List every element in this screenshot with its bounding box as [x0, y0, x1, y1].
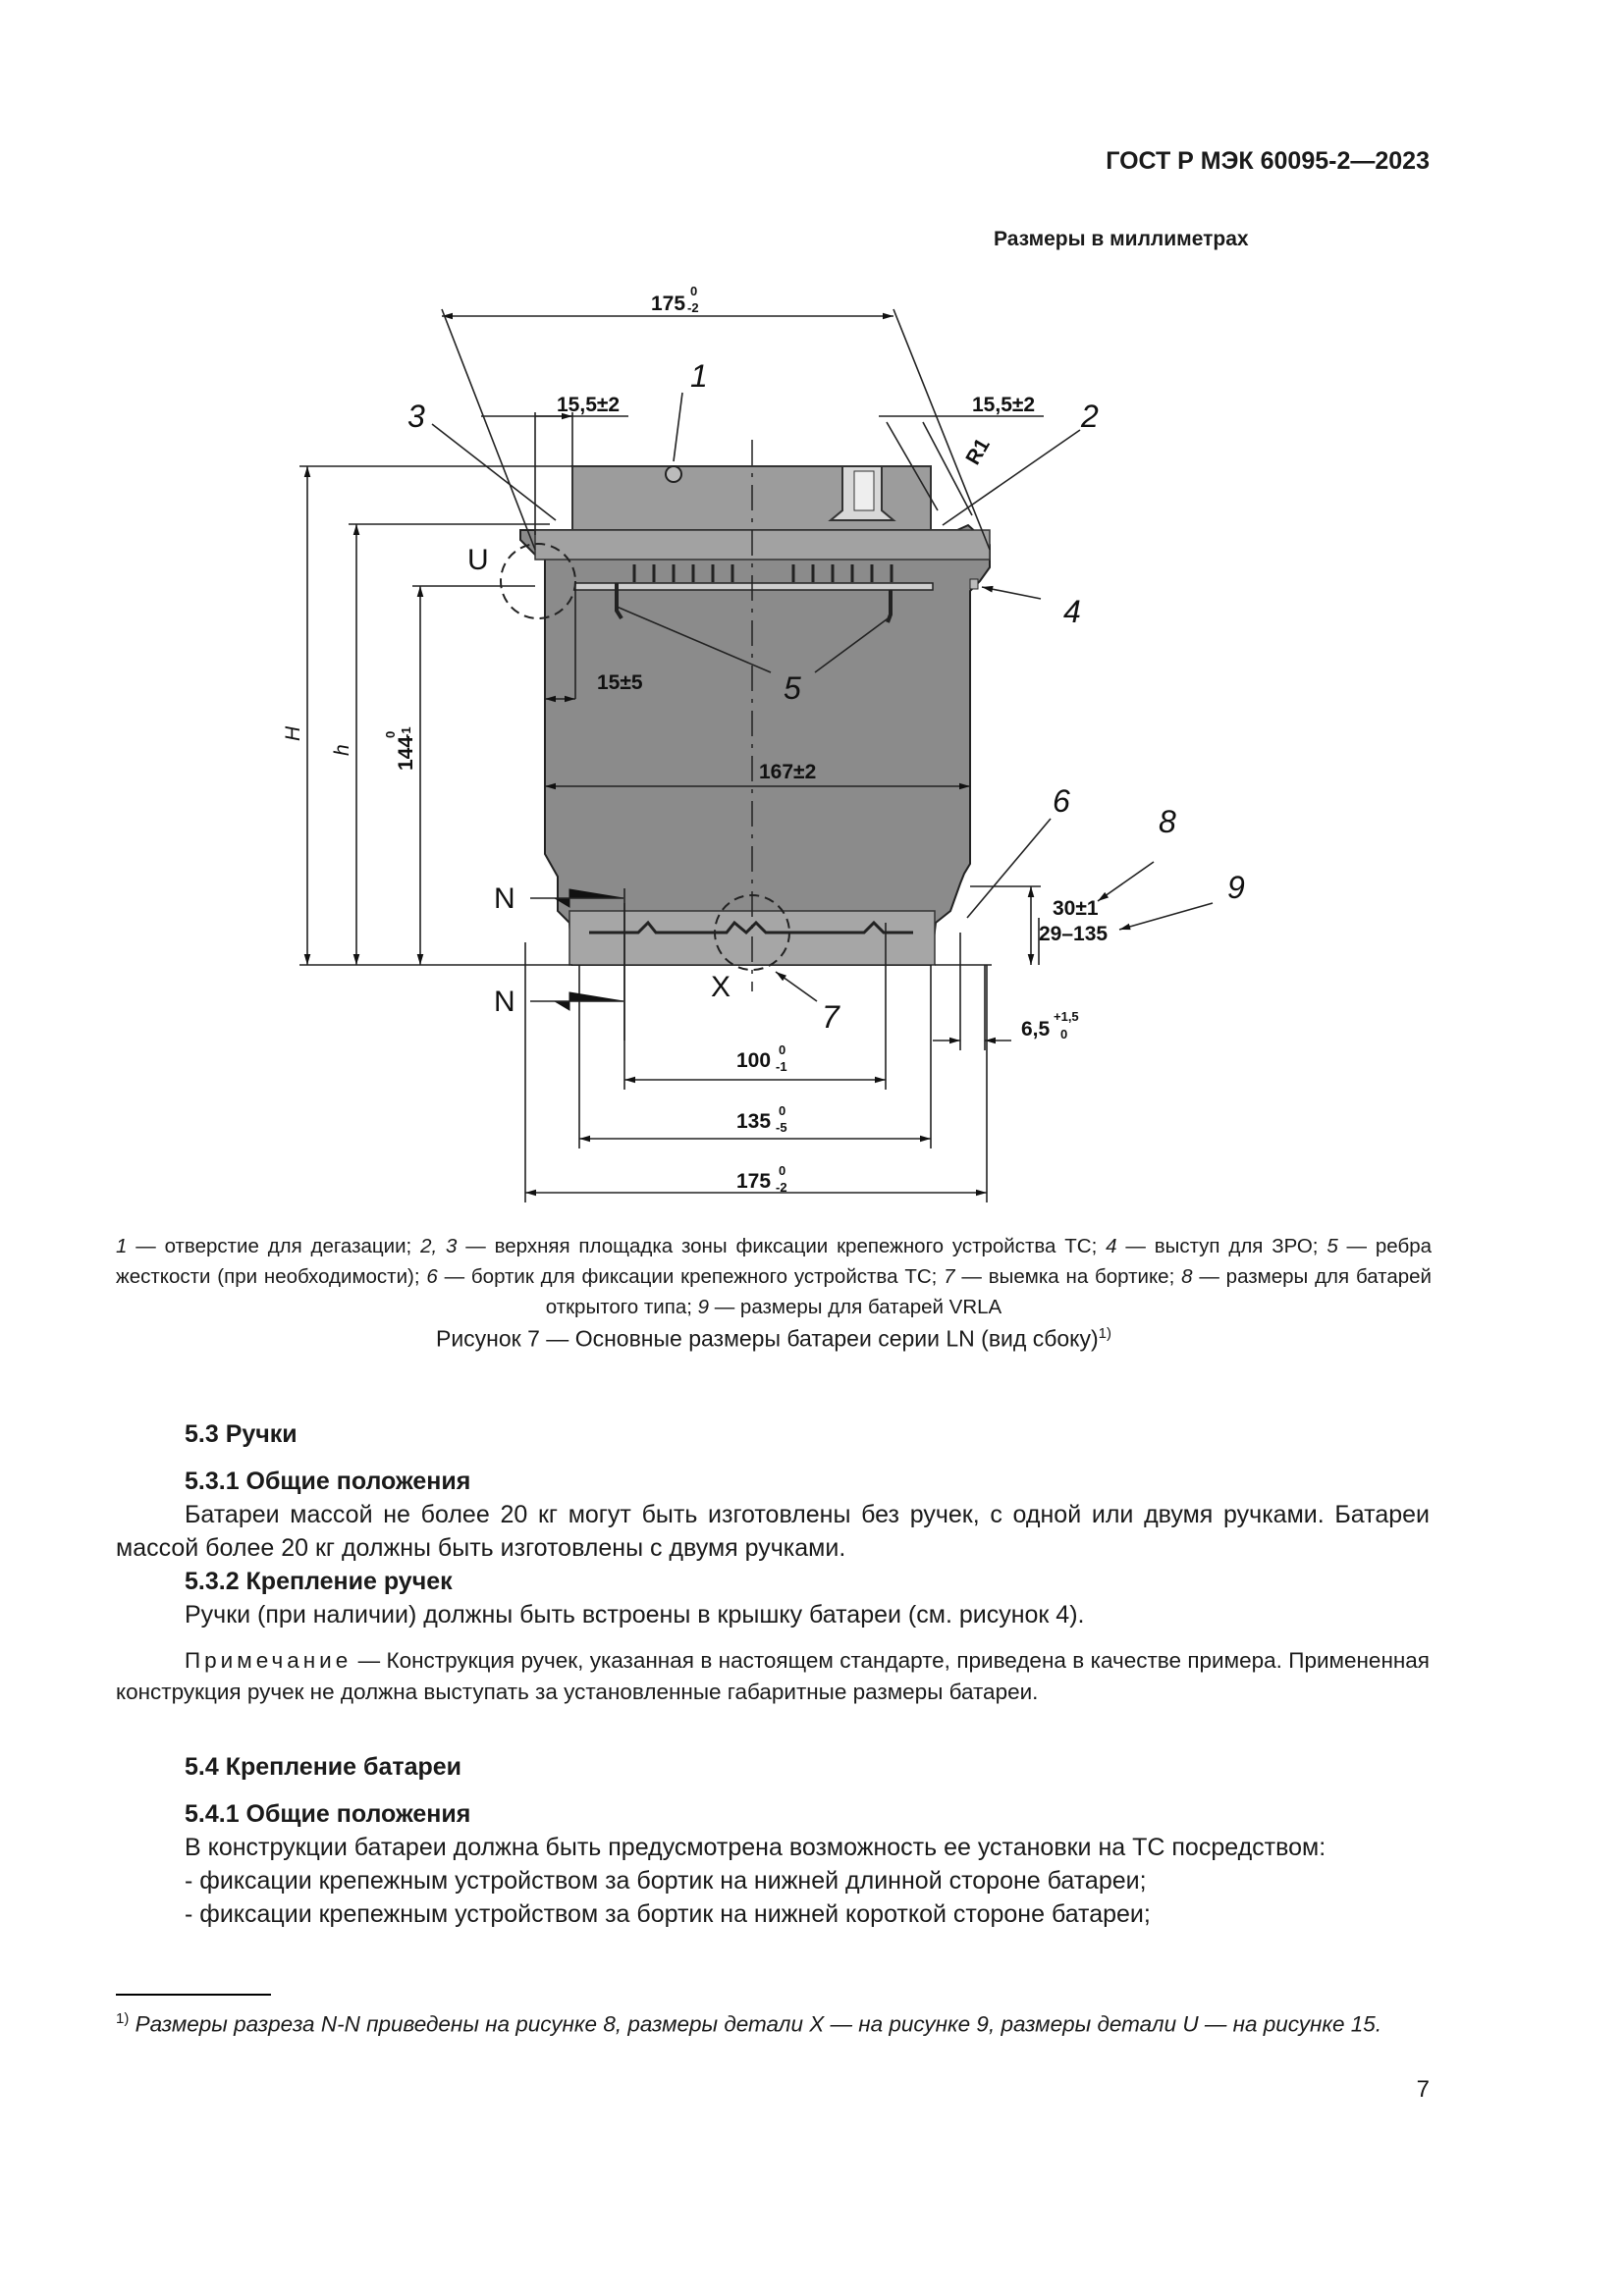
- list-item: - фиксации крепежным устройством за бортик на нижней длинной стороне батареи;: [185, 1867, 1147, 1895]
- callout-3: 3: [407, 399, 425, 434]
- note: Примечание — Конструкция ручек, указанная в настоящем стандарте, приведена в качестве примера. Примененная конструкция ручек не должна выступать за установленные габаритные размеры батареи.: [116, 1648, 1430, 1704]
- section-5-4-1-text: В конструкции батареи должна быть предусмотрена возможность ее установки на ТС посредством:: [185, 1834, 1326, 1861]
- section-5-4: [116, 1750, 1430, 1931]
- callout-1: 1: [690, 358, 708, 394]
- section-5-3-title: 5.3 Ручки: [185, 1420, 298, 1448]
- dim-6-5-tol-down: 0: [1060, 1027, 1068, 1041]
- dim-30: 30±1: [1053, 897, 1099, 920]
- dim-body-width: 167±2: [759, 761, 817, 783]
- page-number: 7: [1416, 2076, 1430, 2103]
- radius-label: R1: [961, 434, 995, 469]
- dim-144-tol-down: -1: [399, 726, 413, 738]
- section-5-3-1-text: Батареи массой не более 20 кг могут быть изготовлены без ручек, с одной или двумя ручками. Батареи массой более 20 кг должны быть изготовлены с двумя ручками.: [116, 1501, 1430, 1562]
- dim-100-tol-down: -1: [776, 1059, 787, 1074]
- section-N-bottom: N: [494, 986, 515, 1018]
- dim-144-tol-up: 0: [383, 730, 398, 738]
- dim-bottom-175-tol-down: -2: [776, 1180, 787, 1195]
- dim-H: H: [282, 725, 304, 741]
- dim-bottom-175-tol-up: 0: [779, 1163, 786, 1178]
- battery-top-band: [535, 530, 990, 560]
- stiffening-rib-bar: [575, 583, 933, 590]
- section-5-3-2-title: 5.3.2 Крепление ручек: [185, 1568, 453, 1595]
- callout-5: 5: [784, 670, 801, 706]
- document-id: ГОСТ Р МЭК 60095-2—2023: [1106, 147, 1430, 175]
- figure-caption: Рисунок 7 — Основные размеры батареи серии LN (вид сбоку)$^{1)}$: [435, 1325, 1111, 1352]
- dim-top-width-tol-down: -2: [687, 300, 699, 315]
- callout-8: 8: [1159, 804, 1176, 839]
- dim-135-tol-down: -5: [776, 1120, 787, 1135]
- section-5-4-1-title: 5.4.1 Общие положения: [185, 1800, 471, 1828]
- protrusion-4: [970, 579, 978, 589]
- units-note: Размеры в миллиметрах: [994, 228, 1249, 250]
- detail-U: U: [467, 544, 489, 576]
- degassing-hole: [666, 466, 681, 482]
- footnote-separator: [116, 1994, 271, 1996]
- section-5-3-2-text: Ручки (при наличии) должны быть встроены в крышку батареи (см. рисунок 4).: [185, 1601, 1085, 1629]
- dim-left-step: 15,5±2: [557, 394, 621, 416]
- detail-X: X: [711, 971, 731, 1003]
- dim-6-5: 6,5: [1021, 1018, 1051, 1041]
- dim-top-width: 175: [651, 293, 686, 315]
- dim-right-step: 15,5±2: [972, 394, 1036, 416]
- dim-top-width-tol-up: 0: [690, 284, 698, 298]
- section-N-top: N: [494, 882, 515, 915]
- footnote: $^{1)}$ Размеры разреза N-N приведены на рисунке 8, размеры детали X — на рисунке 9, размеры детали U — на рисунке 15.: [116, 2010, 1382, 2037]
- dim-rib-offset: 15±5: [597, 671, 643, 694]
- callout-9: 9: [1227, 870, 1245, 905]
- figure-legend: 1 — отверстие для дегазации; 2, 3 — верхняя площадка зоны фиксации крепежного устройства ТС; 4 — выступ для ЗРО; 5 — ребра жесткости (при необходимости); 6 — бортик для фиксации крепежного устройства ТС; 7 — выемка на бортике; 8 — размеры для батарей открытого типа; 9 — размеры для батарей VRLA: [116, 1235, 1432, 1318]
- dim-bottom-175: 175: [736, 1170, 772, 1193]
- section-5-3-1-title: 5.3.1 Общие положения: [185, 1468, 471, 1495]
- dim-100: 100: [736, 1049, 772, 1072]
- dim-144: 144: [395, 735, 417, 771]
- dim-100-tol-up: 0: [779, 1042, 786, 1057]
- callout-4: 4: [1063, 594, 1081, 629]
- dim-29-135: 29–135: [1039, 923, 1109, 945]
- section-5-4-title: 5.4 Крепление батареи: [185, 1753, 462, 1781]
- callout-7: 7: [822, 999, 839, 1035]
- callout-6: 6: [1053, 783, 1070, 819]
- callout-2: 2: [1081, 399, 1099, 434]
- section-5-3: [116, 1417, 1430, 1708]
- dim-135-tol-up: 0: [779, 1103, 786, 1118]
- dim-6-5-tol-up: +1,5: [1054, 1009, 1079, 1024]
- list-item: - фиксации крепежным устройством за бортик на нижней короткой стороне батареи;: [185, 1900, 1151, 1928]
- dim-135: 135: [736, 1110, 772, 1133]
- dim-h: h: [331, 744, 353, 756]
